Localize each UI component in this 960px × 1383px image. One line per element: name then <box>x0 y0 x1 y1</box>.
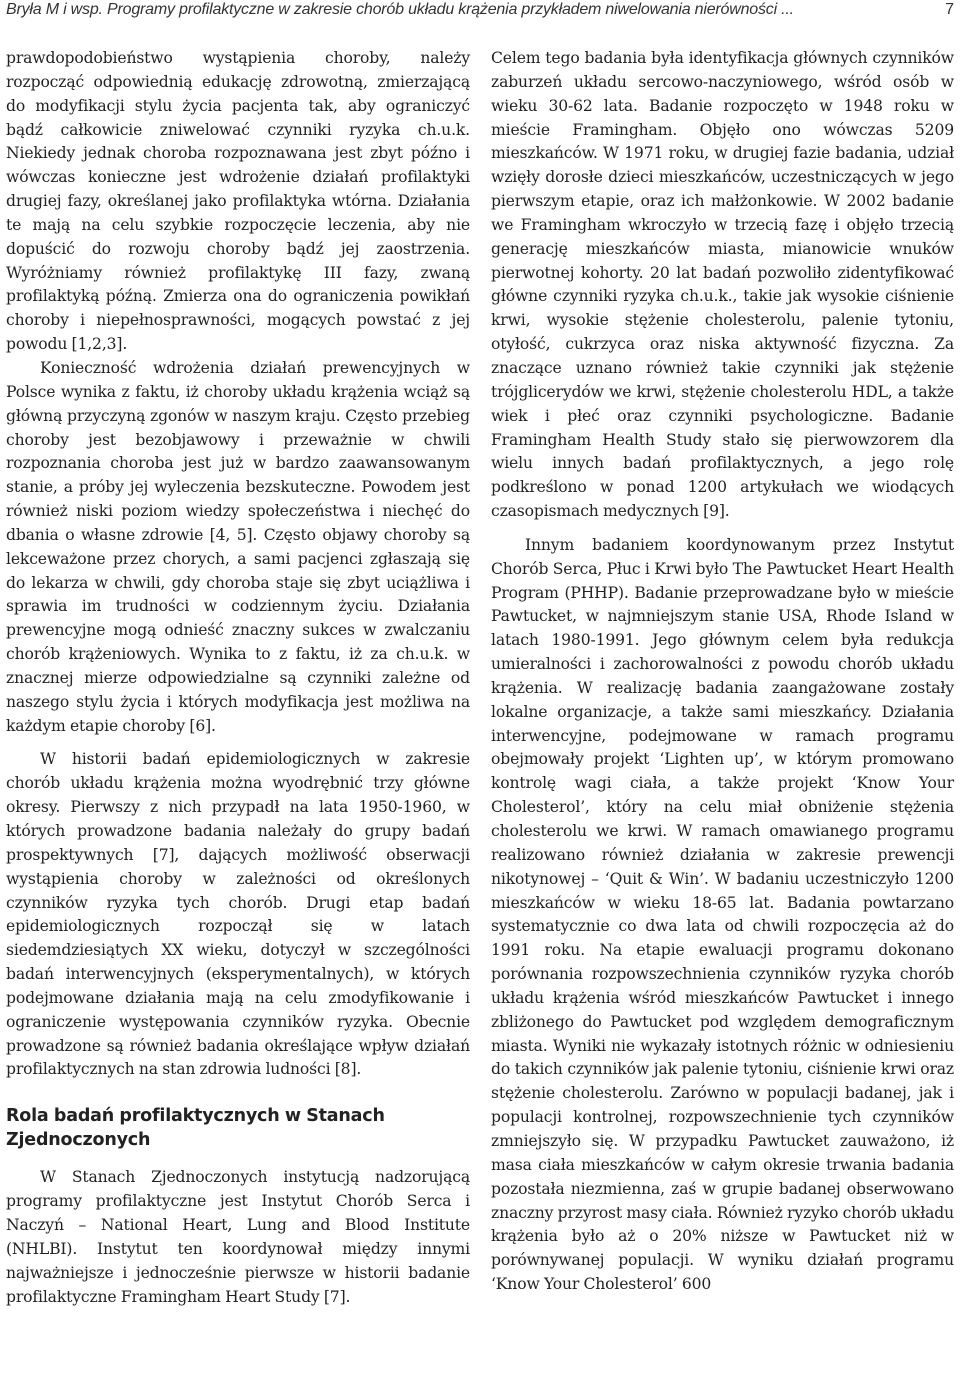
body-paragraph: Innym badaniem koordynowanym przez Instytut Chorób Serca, Płuc i Krwi było The Pawtucket Heart Health Program (PHHP). Badanie przeprowadzane było w mieście Pawtucket, w najmniejszym stanie USA, Rhode Island w latach 1980-1991. Jego głównym celem była redukcja umieralności i zachorowalności z powodu chorób układu krążenia. W realizację badania zaangażowane zostały lokalne organizacje, a także sami mieszkańcy. Działania interwencyjne, podejmowane w ramach programu obejmowały projekt ‘Lighten up’, w którym promowano kontrolę wagi ciała, a także projekt ‘Know Your Cholesterol’, który na celu miał obniżenie stężenia cholesterolu we krwi. W ramach omawianego programu realizowano również działania w zakresie prewencji nikotynowej – ‘Quit & Win’. W badaniu uczestniczyło 1200 mieszkańców w wieku 18-65 lat. Badania powtarzano systematycznie co dwa lata od chwili rozpoczęcia aż do 1991 roku. Na etapie ewaluacji programu dokonano porównania rozpowszechnienia czynników ryzyka chorób układu krążenia wśród mieszkańców Pawtucket i innego zbliżonego do Pawtucket pod względem demograficznym miasta. Wyniki nie wykazały istotnych różnic w odniesieniu do takich czynników jak palenie tytoniu, ciśnienie krwi oraz stężenie cholesterolu. Zarówno w populacji badanej, jak i populacji kontrolnej, rozpowszechnienie tych czynników zmniejszyło się. W przypadku Pawtucket zauważono, iż masa ciała mieszkańców w całym okresie trwania badania pozostała niezmienna, zaś w grupie badanej obserwowano znaczny przyrost masy ciała. Również ryzyko chorób układu krążenia było aż o 20% niższe w Pawtucket niż w porównywanej populacji. W wyniku działań programu ‘Know Your Cholesterol’ 600 <box>491 535 954 1294</box>
right-column <box>491 47 954 1297</box>
body-paragraph: W historii badań epidemiologicznych w zakresie chorób układu krążenia można wyodrębnić trzy główne okresy. Pierwszy z nich przypadł na lata 1950-1960, w których prowadzone badania należały do grupy badań prospektywnych [7], dających możliwość obserwacji wystąpienia choroby w zależności od określonych czynników ryzyka tych chorób. Drugi etap badań epidemiologicznych rozpoczął się w latach siedemdziesiątych XX wieku, dotyczył w szczególności badań interwencyjnych (eksperymentalnych), w których podejmowane działania mają na celu zmodyfikowanie i ograniczenie występowania czynników ryzyka. Obecnie prowadzone są również badania określające wpływ działań profilaktycznych na stan zdrowia ludności [8]. <box>6 750 470 1079</box>
section-heading: Rola badań profilaktycznych w Stanach Zjednoczonych <box>6 1106 385 1151</box>
body-paragraph: Celem tego badania była identyfikacja głównych czynników zaburzeń układu sercowo-naczyniowego, wśród osób w wieku 30-62 lata. Badanie rozpoczęto w 1948 roku w mieście Framingham. Objęło ono wówczas 5209 mieszkańców. W 1971 roku, w drugiej fazie badania, udział wzięły dorosłe dzieci mieszkańców, uczestniczących w jego pierwszym etapie, oraz ich małżonkowie. W 2002 badanie we Framingham wkroczyło w trzecią fazę i objęło trzecią generację mieszkańców miasta, mianowicie wnuków pierwotnej kohorty. 20 lat badań pozwoliło zidentyfikować główne czynniki ryzyka ch.u.k., takie jak wysokie ciśnienie krwi, wysokie stężenie cholesterolu, palenie tytoniu, otyłość, cukrzyca oraz niska aktywność fizyczna. Za znaczące uznano również takie czynniki jak stężenie trójglicerydów we krwi, stężenie cholesterolu HDL, a także wiek i płeć oraz czynniki psychologiczne. Badanie Framingham Health Study stało się pierwowzorem dla wielu innych badań profilaktycznych, a jego rolę podkreślono w ponad 1200 artykułach we wiodących czasopismach medycznych [9]. <box>491 49 954 521</box>
body-paragraph: prawdopodobieństwo wystąpienia choroby, należy rozpocząć odpowiednią edukację zdrowotną, zmierzającą do modyfikacji stylu życia pacjenta tak, aby ograniczyć bądź całkowicie zniwelować czynniki ryzyka ch.u.k. Niekiedy jednak choroba rozpoznawana jest zbyt późno i wówczas konieczne jest wdrożenie działań profilaktyki drugiej fazy, określanej jako profilaktyka wtórna. Działania te mają na celu szybkie rozpoczęcie leczenia, aby nie dopuścić do rozwoju choroby bądź jej zaostrzenia. Wyróżniamy również profilaktykę III fazy, zwaną profilaktyką późną. Zmierza ona do ograniczenia powikłań choroby i niepełnosprawności, mogących powstać z jej powodu [1,2,3]. <box>6 49 470 354</box>
running-header-title: Bryła M i wsp. Programy profilaktyczne w zakresie chorób układu krążenia przykładem niwelowania nierówności ... <box>6 1 794 18</box>
body-paragraph: Konieczność wdrożenia działań prewencyjnych w Polsce wynika z faktu, iż choroby układu krążenia wciąż są główną przyczyną zgonów w naszym kraju. Często przebieg choroby jest bezobjawowy i przeważnie w chwili rozpoznania choroba jest już w bardzo zaawansowanym stanie, a próby jej wyleczenia bezskuteczne. Powodem jest również niski poziom wiedzy społeczeństwa i niechęć do dbania o własne zdrowie [4, 5]. Często objawy choroby są lekceważone przez chorych, a sami pacjenci zgłaszają się do lekarza w chwili, gdy choroba staje się zbyt uciążliwa i sprawia im trudności w codziennym życiu. Działania prewencyjne mogą odnieść znaczny sukces w zwalczaniu chorób krążeniowych. Wynika to z faktu, iż za ch.u.k. w znacznej mierze odpowiedzialne są czynniki zależne od naszego stylu życia i których modyfikacja jest możliwa na każdym etapie choroby [6]. <box>6 358 470 735</box>
body-paragraph: W Stanach Zjednoczonych instytucją nadzorującą programy profilaktyczne jest Instytut Chorób Serca i Naczyń – National Heart, Lung and Blood Institute (NHLBI). Instytut ten koordynował między innymi najważniejsze i jednocześnie pierwsze w historii badanie profilaktyczne Framingham Heart Study [7]. <box>6 1168 470 1306</box>
running-header <box>6 0 954 20</box>
page-number: 7 <box>945 1 954 18</box>
left-column <box>6 47 470 1309</box>
